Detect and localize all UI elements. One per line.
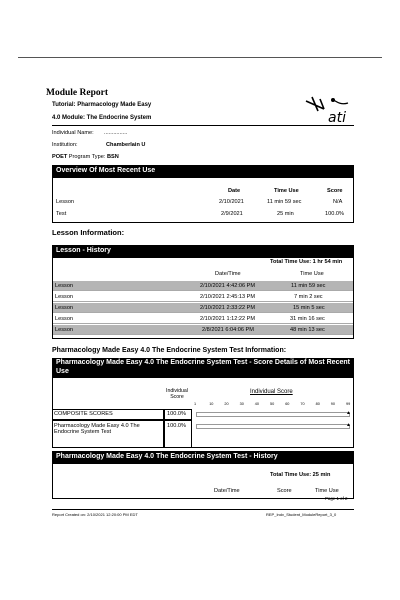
page-title: Module Report [46,88,109,98]
scale-tick: 90 [330,402,336,406]
overview-row-score: 100.0% [325,211,344,217]
program-label: Program Type: [67,154,106,160]
test-history-col-time: Time Use [315,488,339,494]
lesson-row-time: 7 min 2 sec [294,294,323,300]
test-history-box [52,463,354,499]
scale-tick: 10 [209,402,214,406]
footer-report-id: REP_Indv_Student_ModuleReport_3_0 [266,512,337,517]
test-history-header: Pharmacology Made Easy 4.0 The Endocrine System Test - History [52,451,354,463]
overview-box [52,177,354,223]
lesson-row-time: 31 min 16 sec [290,316,325,322]
test-history-col-datetime: Date/Time [214,488,240,494]
footer-rule [52,509,354,510]
overview-row-score: N/A [333,199,343,205]
score-row-name: Pharmacology Made Easy 4.0 The Endocrine System Test [54,423,140,436]
overview-row-time: 11 min 59 sec [267,199,302,205]
scale-tick: 40 [254,402,260,406]
lesson-row-name: Lesson [55,305,74,311]
scale-tick: 1 [194,402,197,406]
scale-tick: 30 [239,402,244,406]
lesson-row-name: Lesson [55,283,74,289]
lesson-row-datetime: 2/10/2021 2:33:22 PM [200,305,256,311]
scale-tick: 99 [346,402,351,406]
overview-col-date: Date [228,188,241,194]
name-label: Individual Name: [52,130,94,136]
score-bar-track [196,424,350,429]
lesson-history-total: Total Time Use: 1 hr 54 min [270,259,343,265]
overview-col-score: Score [327,188,343,194]
lesson-row-datetime: 2/10/2021 4:42:06 PM [200,283,256,289]
overview-row-time: 25 min [277,211,294,217]
scale-tick: 70 [300,402,305,406]
scale-label: Individual Score [250,389,293,395]
page-number: Page 1 of 2 [325,496,348,501]
lesson-row-datetime: 2/8/2021 6:04:06 PM [202,327,254,333]
overview-header: Overview Of Most Recent Use [52,165,354,177]
test-history-total: Total Time Use: 25 min [270,472,331,478]
score-marker: ▲ [346,410,351,416]
lesson-row-name: Lesson [55,294,74,300]
institution-label: Institution: [52,142,78,148]
lesson-row-time: 48 min 13 sec [290,327,325,333]
scale-tick: 20 [224,402,229,406]
lesson-history-col-time: Time Use [300,271,324,277]
logo-rule [52,125,354,126]
program-label-bold: POET [52,154,68,160]
scale-tick: 50 [270,402,275,406]
lesson-row-time: 15 min 5 sec [293,305,325,311]
institution-value: Chamberlain U [106,142,146,148]
scale-tick: 80 [315,402,320,406]
lesson-row-time: 11 min 59 sec [291,283,326,289]
top-rule [18,57,382,58]
lesson-row-name: Lesson [55,327,74,333]
scale-tick: 60 [285,402,290,406]
overview-row-name: Test [56,211,67,217]
test-info-title: Pharmacology Made Easy 4.0 The Endocrine System Test Information: [52,347,287,354]
test-history-col-score: Score [277,488,292,494]
tutorial-name: Tutorial: Pharmacology Made Easy [52,102,152,108]
lesson-row-datetime: 2/10/2021 2:45:13 PM [200,294,256,300]
score-bar-track [196,412,350,417]
score-row-name: COMPOSITE SCORES [54,411,113,417]
lesson-history-header: Lesson - History [52,245,354,257]
overview-col-time: Time Use [274,188,299,194]
lesson-info-title: Lesson Information: [52,228,125,237]
overview-row-date: 2/9/2021 [221,211,243,217]
module-name: 4.0 Module: The Endocrine System [52,115,152,121]
score-row-score: 100.0% [167,423,186,429]
ati-logo [298,95,358,127]
score-marker: ▲ [346,422,351,428]
individual-score-label: Individual Score [166,388,188,400]
footer-created: Report Created on: 2/10/2021 12:20:00 PM EDT [52,512,138,517]
name-value: ............... [104,130,128,136]
score-row-score: 100.0% [167,411,186,417]
program-value: BSN [106,154,119,160]
score-details-header: Pharmacology Made Easy 4.0 The Endocrine System Test - Score Details of Most Recent Use [52,358,354,377]
info-institution-row [52,142,145,148]
overview-row-date: 2/10/2021 [219,199,244,205]
overview-row-name: Lesson [56,199,75,205]
logo-text: ati [328,110,346,126]
lesson-history-col-datetime: Date/Time [215,271,241,277]
lesson-row-name: Lesson [55,316,74,322]
lesson-row-datetime: 2/10/2021 1:12:22 PM [200,316,256,322]
info-name-row [52,130,127,136]
info-program-row [52,154,119,160]
